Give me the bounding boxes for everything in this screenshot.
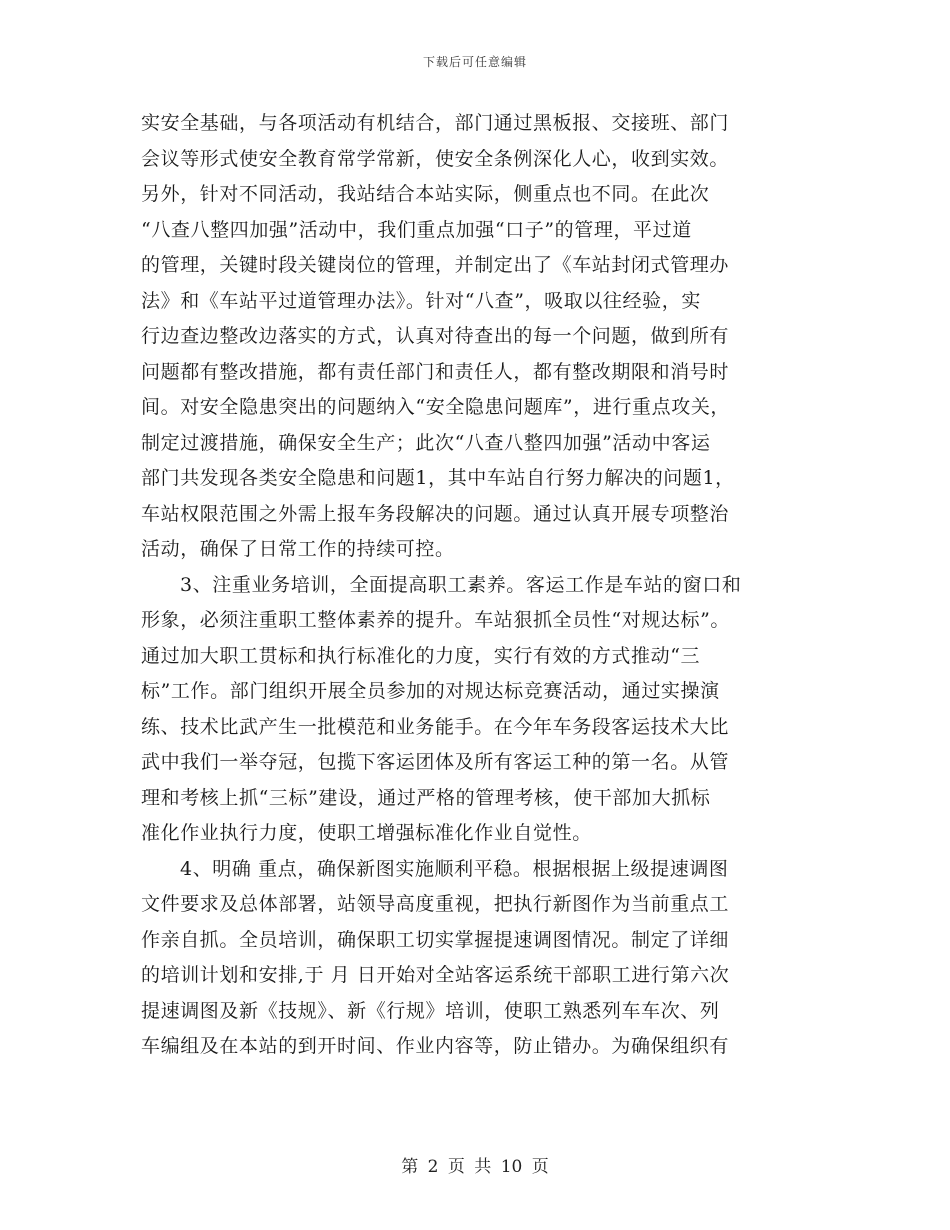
- paragraph-safety-activities: [141, 106, 811, 568]
- page-header: 下载后可任意编辑: [422, 55, 527, 69]
- text-line: 法》和《车站平过道管理办法》。针对“八查”，吸取以往经验，实: [141, 289, 701, 312]
- paragraph-new-timetable: [141, 852, 811, 1065]
- text-line: 的培训计划和安排,于 月 日开始对全站客运系统干部职工进行第六次: [141, 964, 730, 986]
- text-line: 通过加大职工贯标和执行标准化的力度，实行有效的方式推动“三: [141, 644, 701, 667]
- text-line: 问题都有整改措施，都有责任部门和责任人，都有整改期限和消号时: [141, 360, 730, 383]
- text-line-first: 4、明确 重点，确保新图实施顺利平稳。根据根据上级提速调图: [180, 857, 729, 880]
- text-line: 行边查边整改边落实的方式，认真对待查出的每一个问题，做到所有: [141, 325, 730, 347]
- text-line: 的管理，关键时段关键岗位的管理，并制定出了《车站封闭式管理办: [141, 254, 730, 276]
- text-line: 标”工作。部门组织开展全员参加的对规达标竞赛活动，通过实操演: [141, 680, 720, 702]
- text-line: 车站权限范围之外需上报车务段解决的问题。通过认真开展专项整治: [141, 502, 730, 525]
- paragraph-business-training: [141, 568, 811, 852]
- text-line: 会议等形式使安全教育常学常新，使安全条例深化人心，收到实效。: [141, 147, 730, 170]
- text-line: 作亲自抓。全员培训，确保职工切实掌握提速调图情况。制定了详细: [141, 928, 730, 951]
- text-line: 准化作业执行力度，使职工增强标准化作业自觉性。: [141, 822, 592, 844]
- text-line: 另外，针对不同活动，我站结合本站实际，侧重点也不同。在此次: [141, 183, 710, 205]
- text-line: 车编组及在本站的到开时间、作业内容等，防止错办。为确保组织有: [141, 1035, 730, 1057]
- page-number-footer: 第 2 页 共 10 页: [401, 1157, 549, 1177]
- text-line: 文件要求及总体部署，站领导高度重视，把执行新图作为当前重点工: [141, 893, 730, 915]
- text-line: 武中我们一举夺冠，包揽下客运团体及所有客运工种的第一名。从管: [141, 751, 730, 773]
- document-body: [141, 106, 811, 1065]
- text-line: 提速调图及新《技规》、新《行规》培训，使职工熟悉列车车次、列: [141, 999, 720, 1022]
- text-line: “八查八整四加强”活动中，我们重点加强“口子”的管理，平过道: [141, 218, 692, 241]
- text-line: 部门共发现各类安全隐患和问题1，其中车站自行努力解决的问题1，: [141, 467, 735, 489]
- text-line: 理和考核上抓“三标”建设，通过严格的管理考核，使干部加大抓标: [141, 786, 711, 809]
- text-line: 间。对安全隐患突出的问题纳入“安全隐患问题库”，进行重点攻关，: [141, 396, 731, 418]
- text-line: 制定过渡措施，确保安全生产；此次“八查八整四加强”活动中客运: [141, 431, 711, 454]
- text-line: 活动，确保了日常工作的持续可控。: [141, 538, 455, 560]
- text-line: 练、技术比武产生一批模范和业务能手。在今年车务段客运技术大比: [141, 715, 730, 738]
- text-line-first: 3、注重业务培训，全面提高职工素养。客运工作是车站的窗口和: [180, 573, 742, 596]
- text-line: 形象，必须注重职工整体素养的提升。车站狠抓全员性“对规达标”。: [141, 609, 731, 631]
- text-line: 实安全基础，与各项活动有机结合，部门通过黑板报、交接班、部门: [141, 112, 730, 134]
